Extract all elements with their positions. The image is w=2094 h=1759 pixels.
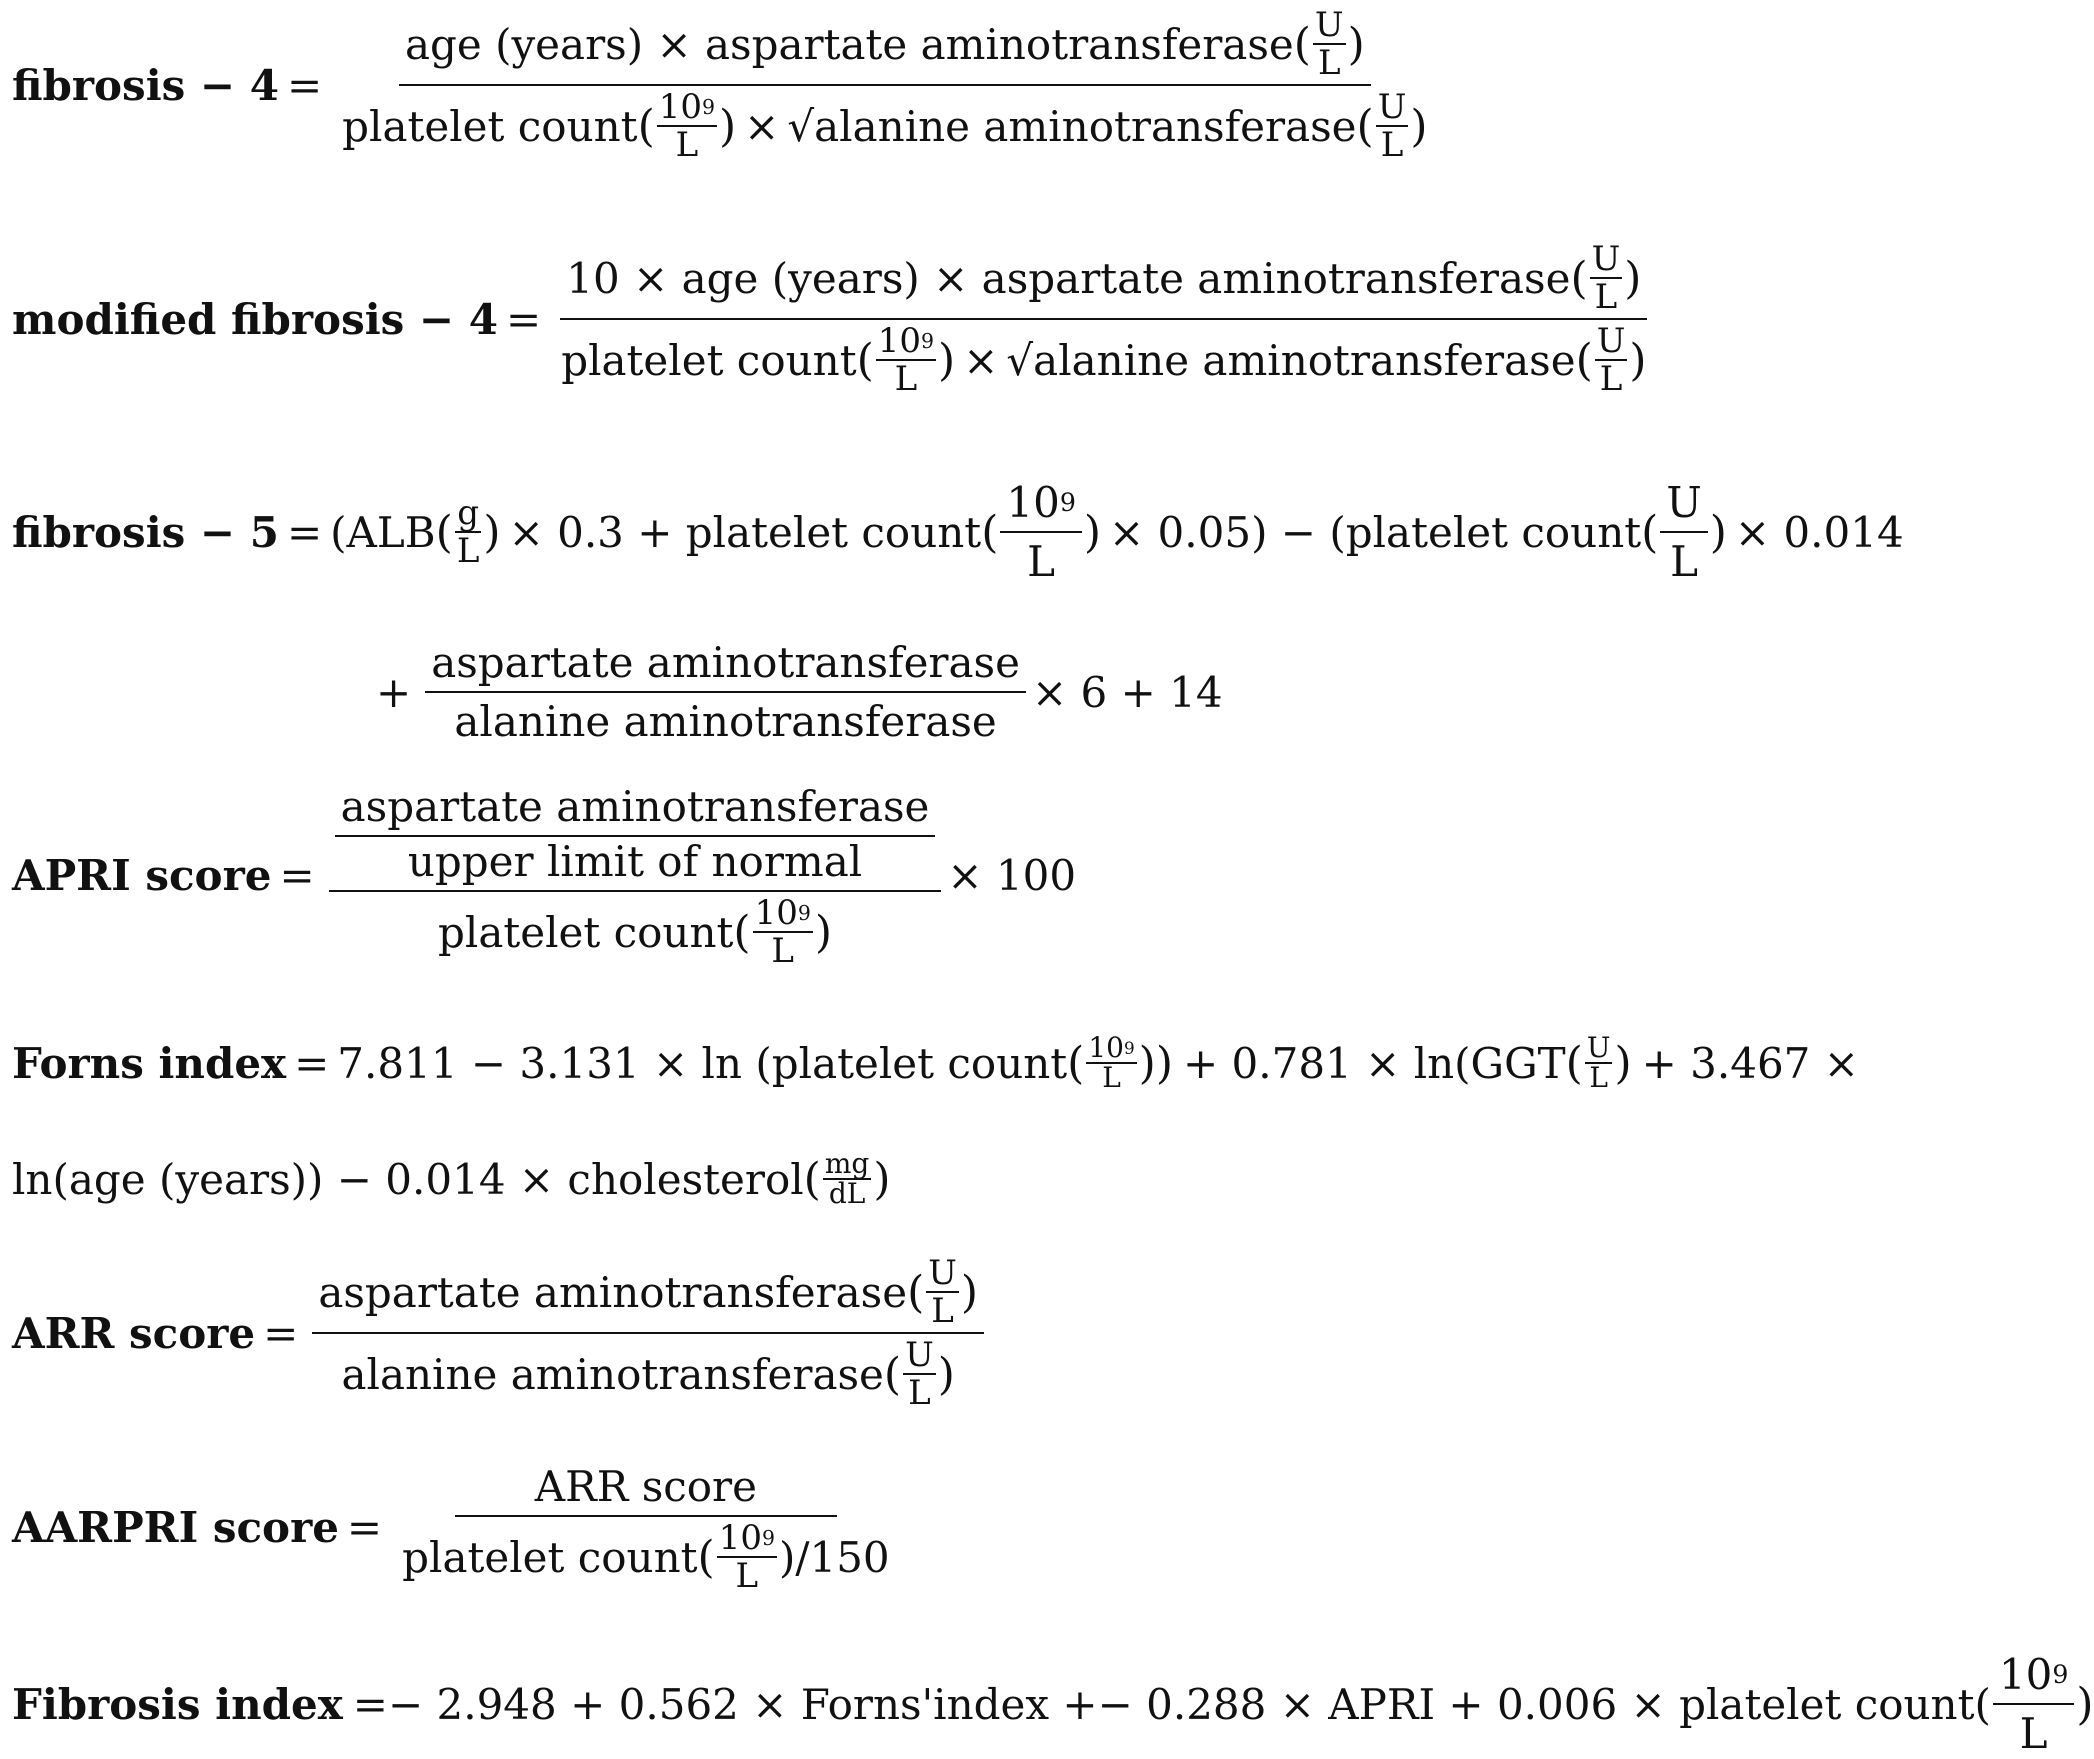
unit-den: L xyxy=(675,125,699,165)
unit-10e9-per-l xyxy=(697,1518,779,1596)
unit-fraction xyxy=(1595,321,1628,399)
unit-num: U xyxy=(1586,1031,1611,1064)
unit-den: L xyxy=(931,1291,954,1331)
unit-mg-per-dl xyxy=(803,1147,891,1210)
apri-inner-num: aspartate aminotransferase xyxy=(335,782,936,837)
plus-sign: + xyxy=(376,667,412,717)
unit-den: L xyxy=(456,531,480,571)
unit-num: mg xyxy=(824,1147,870,1180)
forns-term-3: + 3.467 × xyxy=(1641,1038,1859,1088)
lparen: ( xyxy=(856,334,874,386)
rparen-double: )) xyxy=(1138,1037,1174,1089)
unit-10e9-per-l xyxy=(637,87,737,165)
fib4-den-text-2: alanine aminotransferase xyxy=(814,101,1357,151)
rparen: ) xyxy=(1083,506,1102,558)
rparen: ) xyxy=(1410,100,1428,152)
unit-den: L xyxy=(1589,1061,1608,1094)
ten: 10 xyxy=(877,321,922,361)
fib4-label: fibrosis − 4 xyxy=(12,60,279,110)
fib4-den-text-1: platelet count xyxy=(342,101,638,151)
aarpri-den-tail: )/150 xyxy=(778,1532,890,1582)
unit-den: L xyxy=(894,359,918,399)
rparen: ) xyxy=(1709,506,1727,558)
forns-term-1: 7.811 − 3.131 × ln (platelet count xyxy=(337,1038,1068,1088)
unit-num: U xyxy=(1377,87,1407,127)
unit-num: 10 9 xyxy=(877,321,935,361)
unit-fraction xyxy=(1000,478,1081,586)
fib4-num-text: age (years) × aspartate aminotransferase xyxy=(404,19,1294,69)
fib4-fraction xyxy=(336,5,1433,165)
unit-u-per-l xyxy=(1570,239,1642,317)
unit-num: U xyxy=(1660,478,1707,533)
unit-num: U xyxy=(1591,239,1621,279)
fibindex-equation xyxy=(12,1650,2094,1758)
mfib4-equation xyxy=(12,239,1659,399)
rparen: ) xyxy=(718,100,737,152)
lparen: ( xyxy=(907,1266,925,1318)
fib5-term-4: × 0.014 xyxy=(1734,507,1904,557)
ten: 10 xyxy=(658,87,702,127)
unit-den: L xyxy=(1594,277,1618,317)
apri-numerator xyxy=(329,782,942,892)
lparen: ( xyxy=(1575,334,1593,386)
lparen: ( xyxy=(883,1348,902,1400)
lparen: ( xyxy=(1570,252,1588,304)
unit-den: L xyxy=(1670,537,1698,586)
unit-den: dL xyxy=(828,1177,866,1210)
aarpri-denominator xyxy=(396,1517,896,1596)
unit-u-per-l xyxy=(1565,1031,1632,1094)
unit-10e9-per-l xyxy=(856,321,956,399)
unit-den: L xyxy=(735,1556,759,1596)
forns-term-2: + 0.781 × ln(GGT xyxy=(1183,1038,1566,1088)
unit-fraction xyxy=(903,1335,936,1413)
unit-den: L xyxy=(1317,43,1341,83)
rparen: ) xyxy=(814,906,833,958)
unit-den: L xyxy=(1027,537,1056,586)
lparen: ( xyxy=(733,906,751,958)
arr-den-text: alanine aminotransferase xyxy=(341,1349,884,1399)
unit-num: 10 9 xyxy=(1088,1031,1135,1064)
apri-inner-fraction xyxy=(335,782,936,886)
fib4-numerator xyxy=(399,5,1371,86)
unit-fraction xyxy=(926,1253,959,1331)
unit-num: g xyxy=(457,493,479,533)
unit-fraction xyxy=(657,87,717,165)
forns-equation-line1 xyxy=(12,1031,1859,1094)
fib5-equation-line1 xyxy=(12,478,1904,586)
unit-fraction xyxy=(455,493,482,571)
unit-fraction xyxy=(1585,1031,1613,1094)
aarpri-fraction xyxy=(396,1462,896,1596)
unit-10e9-per-l xyxy=(733,893,833,971)
ten: 10 xyxy=(754,893,798,933)
equals-sign: = xyxy=(286,60,323,110)
rparen: ) xyxy=(1347,18,1365,70)
fib5-equation-line2 xyxy=(368,638,1223,746)
fib4-denominator xyxy=(336,86,1433,165)
lparen: ( xyxy=(803,1153,821,1205)
sqrt-sign: √ xyxy=(787,101,815,151)
times-sign: × xyxy=(963,335,999,385)
unit-den: L xyxy=(1102,1061,1121,1094)
unit-fraction xyxy=(1660,478,1707,586)
unit-fraction xyxy=(1086,1031,1136,1094)
rparen: ) xyxy=(483,506,501,558)
apri-tail: × 100 xyxy=(947,850,1077,900)
arr-num-text: aspartate aminotransferase xyxy=(318,1267,908,1317)
equals-sign: = xyxy=(263,1308,299,1358)
forns-equation-line2 xyxy=(12,1147,891,1210)
apri-equation xyxy=(12,782,1077,971)
mfib4-fraction xyxy=(555,239,1652,399)
unit-fraction xyxy=(1313,5,1346,83)
arr-numerator xyxy=(312,1253,984,1334)
fib5-term-2: × 0.3 + platelet count xyxy=(508,507,982,557)
unit-den: L xyxy=(1599,359,1623,399)
apri-fraction xyxy=(329,782,942,971)
unit-u-per-l xyxy=(883,1335,955,1413)
fib5-ratio-num: aspartate aminotransferase xyxy=(425,638,1026,693)
forns-line2-text: ln(age (years)) − 0.014 × cholesterol xyxy=(12,1154,804,1204)
unit-den: L xyxy=(2019,1709,2048,1758)
unit-u-per-l xyxy=(1293,5,1365,83)
apri-label: APRI score xyxy=(12,850,272,900)
unit-num: 10 9 xyxy=(718,1518,775,1558)
lparen: ( xyxy=(981,506,999,558)
fib5-ratio-fraction xyxy=(425,638,1026,746)
unit-u-per-l xyxy=(907,1253,979,1331)
arr-equation xyxy=(12,1253,990,1413)
rparen: ) xyxy=(938,334,956,386)
fib5-term-3: × 0.05) − (platelet count xyxy=(1109,507,1642,557)
lparen: ( xyxy=(435,506,453,558)
ten: 10 xyxy=(1998,1650,2053,1699)
rparen: ) xyxy=(960,1266,979,1318)
rparen: ) xyxy=(1614,1037,1632,1089)
unit-num: 10 9 xyxy=(658,87,715,127)
fib4-equation xyxy=(12,5,1440,165)
fibindex-label: Fibrosis index xyxy=(12,1679,343,1729)
unit-num: U xyxy=(905,1335,934,1375)
arr-label: ARR score xyxy=(12,1308,256,1358)
unit-num: 10 9 xyxy=(754,893,811,933)
unit-fraction xyxy=(717,1518,777,1596)
lparen: ( xyxy=(1356,100,1374,152)
forns-label: Forns index xyxy=(12,1038,287,1088)
unit-num: 10 9 xyxy=(1993,1650,2074,1705)
arr-fraction xyxy=(312,1253,984,1413)
apri-denominator xyxy=(432,892,838,971)
unit-den: L xyxy=(771,931,794,971)
fib5-tail: × 6 + 14 xyxy=(1031,667,1223,717)
equals-sign: = xyxy=(505,294,542,344)
mfib4-denominator xyxy=(555,320,1652,399)
unit-fraction xyxy=(1376,87,1409,165)
unit-den: L xyxy=(908,1373,931,1413)
apri-den-text: platelet count xyxy=(438,907,734,957)
times-sign: × xyxy=(744,101,780,151)
unit-u-per-l xyxy=(1356,87,1428,165)
equals-sign: = xyxy=(294,1038,330,1088)
aarpri-equation xyxy=(12,1462,902,1596)
mfib4-den-text-1: platelet count xyxy=(561,335,857,385)
unit-fraction xyxy=(753,893,813,971)
unit-g-per-l xyxy=(435,493,501,571)
lparen: ( xyxy=(1641,506,1659,558)
rparen: ) xyxy=(2076,1678,2094,1730)
rparen: ) xyxy=(937,1348,955,1400)
arr-denominator xyxy=(335,1334,960,1413)
unit-u-per-l xyxy=(1641,478,1727,586)
ten: 10 xyxy=(1006,478,1060,527)
ten: 10 xyxy=(718,1518,762,1558)
unit-u-per-l xyxy=(1575,321,1647,399)
unit-10e9-per-l xyxy=(981,478,1101,586)
mfib4-num-text: 10 × age (years) × aspartate aminotransferase xyxy=(566,253,1571,303)
unit-den: L xyxy=(1380,125,1404,165)
sqrt-sign: √ xyxy=(1006,335,1034,385)
unit-num: U xyxy=(1314,5,1344,45)
unit-num: U xyxy=(1596,321,1626,361)
fib5-ratio-den: alanine aminotransferase xyxy=(454,697,997,746)
fibindex-rhs: =− 2.948 + 0.562 × Forns'index +− 0.288 × APRI + 0.006 × platelet count( xyxy=(352,1679,1991,1729)
mfib4-den-text-2: alanine aminotransferase xyxy=(1033,335,1576,385)
ten: 10 xyxy=(1088,1031,1124,1064)
apri-inner-den: upper limit of normal xyxy=(407,837,863,886)
equals-sign: = xyxy=(279,850,315,900)
lparen: ( xyxy=(1293,18,1311,70)
aarpri-numerator: ARR score xyxy=(455,1462,837,1517)
lparen: ( xyxy=(637,100,655,152)
rparen: ) xyxy=(1624,252,1642,304)
equals-sign: = xyxy=(286,507,323,557)
fib5-label: fibrosis − 5 xyxy=(12,507,279,557)
unit-num: 10 9 xyxy=(1000,478,1081,533)
equals-sign: = xyxy=(346,1503,383,1552)
mfib4-label: modified fibrosis − 4 xyxy=(12,294,498,344)
unit-fraction xyxy=(876,321,936,399)
lparen: ( xyxy=(1067,1037,1085,1089)
mfib4-numerator xyxy=(560,239,1647,320)
aarpri-den-text: platelet count xyxy=(402,1532,698,1582)
unit-10e9-per-l xyxy=(1067,1031,1174,1094)
unit-fraction xyxy=(823,1147,871,1210)
unit-fraction xyxy=(1993,1650,2074,1758)
unit-fraction xyxy=(1590,239,1623,317)
aarpri-label: AARPRI score xyxy=(12,1503,339,1552)
lparen: ( xyxy=(697,1531,715,1583)
lparen: ( xyxy=(1565,1037,1583,1089)
unit-num: U xyxy=(928,1253,957,1293)
fib5-term-1: (ALB xyxy=(330,507,436,557)
rparen: ) xyxy=(873,1153,891,1205)
rparen: ) xyxy=(1629,334,1647,386)
